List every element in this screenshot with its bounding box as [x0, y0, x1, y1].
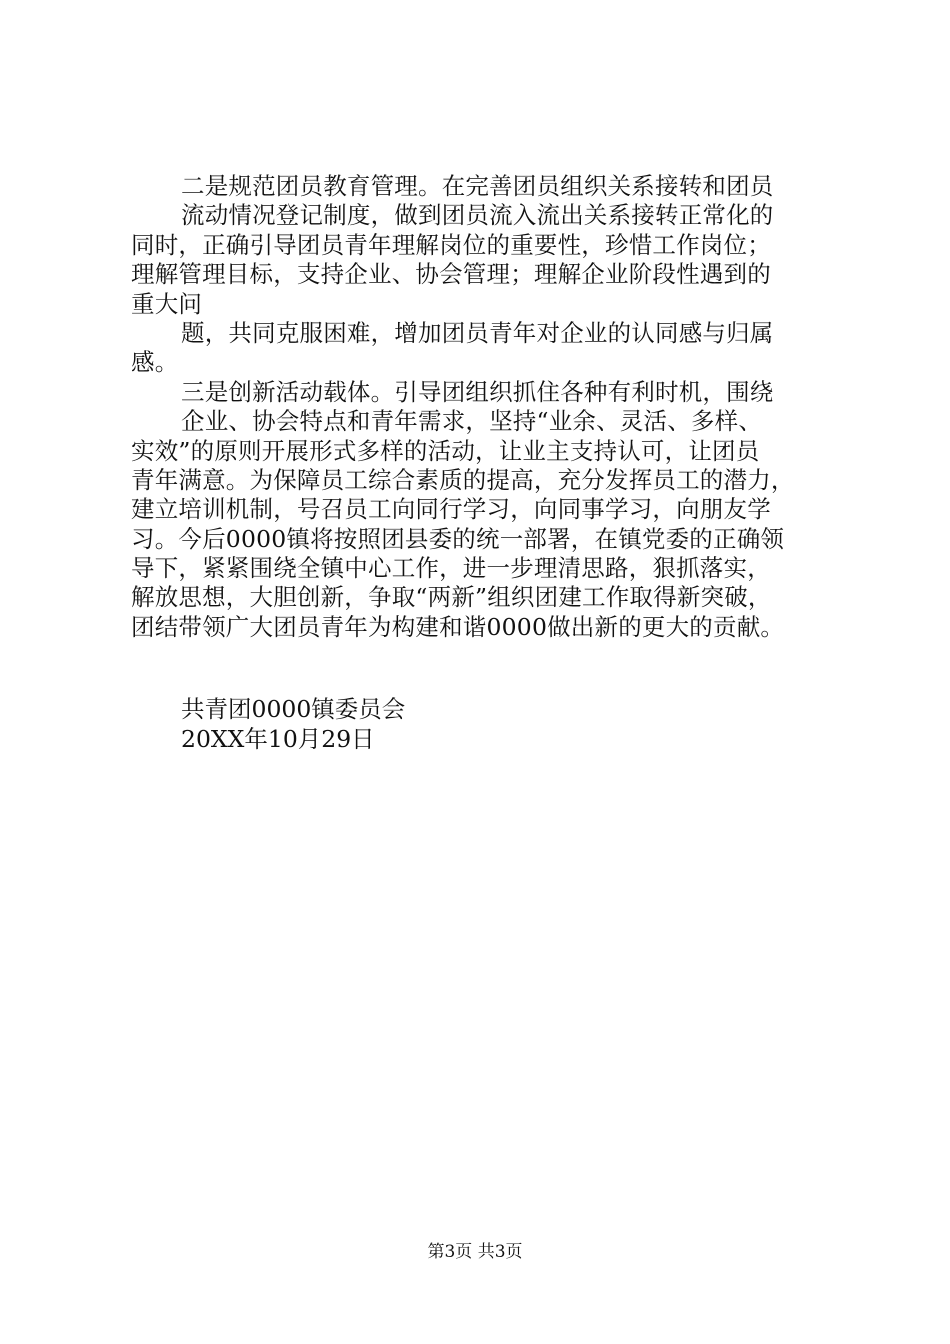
page-footer: 第3页 共3页 [427, 1242, 523, 1262]
document-body [131, 172, 841, 642]
text-line: 三是创新活动载体。引导团组织抓住各种有利时机，围绕 [181, 377, 774, 406]
text-line: 企业、协会特点和青年需求，坚持“业余、灵活、多样、 [181, 407, 763, 436]
text-line: 实效”的原则开展形式多样的活动，让业主支持认可，让团员 [131, 436, 760, 465]
text-line: 感。 [131, 348, 179, 377]
text-line: 流动情况登记制度，做到团员流入流出关系接转正常化的 [181, 201, 774, 230]
signature-block [181, 694, 405, 754]
text-line: 二是规范团员教育管理。在完善团员组织关系接转和团员 [181, 172, 774, 200]
signature-organization: 共青团0000镇委员会 [181, 695, 406, 723]
signature-date: 20XX年10月29日 [181, 725, 375, 753]
text-line: 导下，紧紧围绕全镇中心工作，进一步理清思路，狠抓落实， [131, 554, 771, 583]
text-line: 重大问 [131, 289, 203, 318]
text-line: 解放思想，大胆创新，争取“两新”组织团建工作取得新突破， [131, 583, 772, 612]
text-line: 习。今后0000镇将按照团县委的统一部署，在镇党委的正确领 [131, 524, 785, 553]
text-line: 题，共同克服困难，增加团员青年对企业的认同感与归属 [181, 318, 774, 347]
text-line: 青年满意。为保障员工综合素质的提高，充分发挥员工的潜力， [131, 465, 795, 494]
text-line: 理解管理目标，支持企业、协会管理；理解企业阶段性遇到的 [131, 260, 771, 289]
text-line: 团结带领广大团员青年为构建和谐0000做出新的更大的贡献。 [131, 612, 785, 641]
text-line: 同时，正确引导团员青年理解岗位的重要性，珍惜工作岗位； [131, 230, 771, 259]
text-line: 建立培训机制，号召员工向同行学习，向同事学习，向朋友学 [131, 495, 771, 524]
